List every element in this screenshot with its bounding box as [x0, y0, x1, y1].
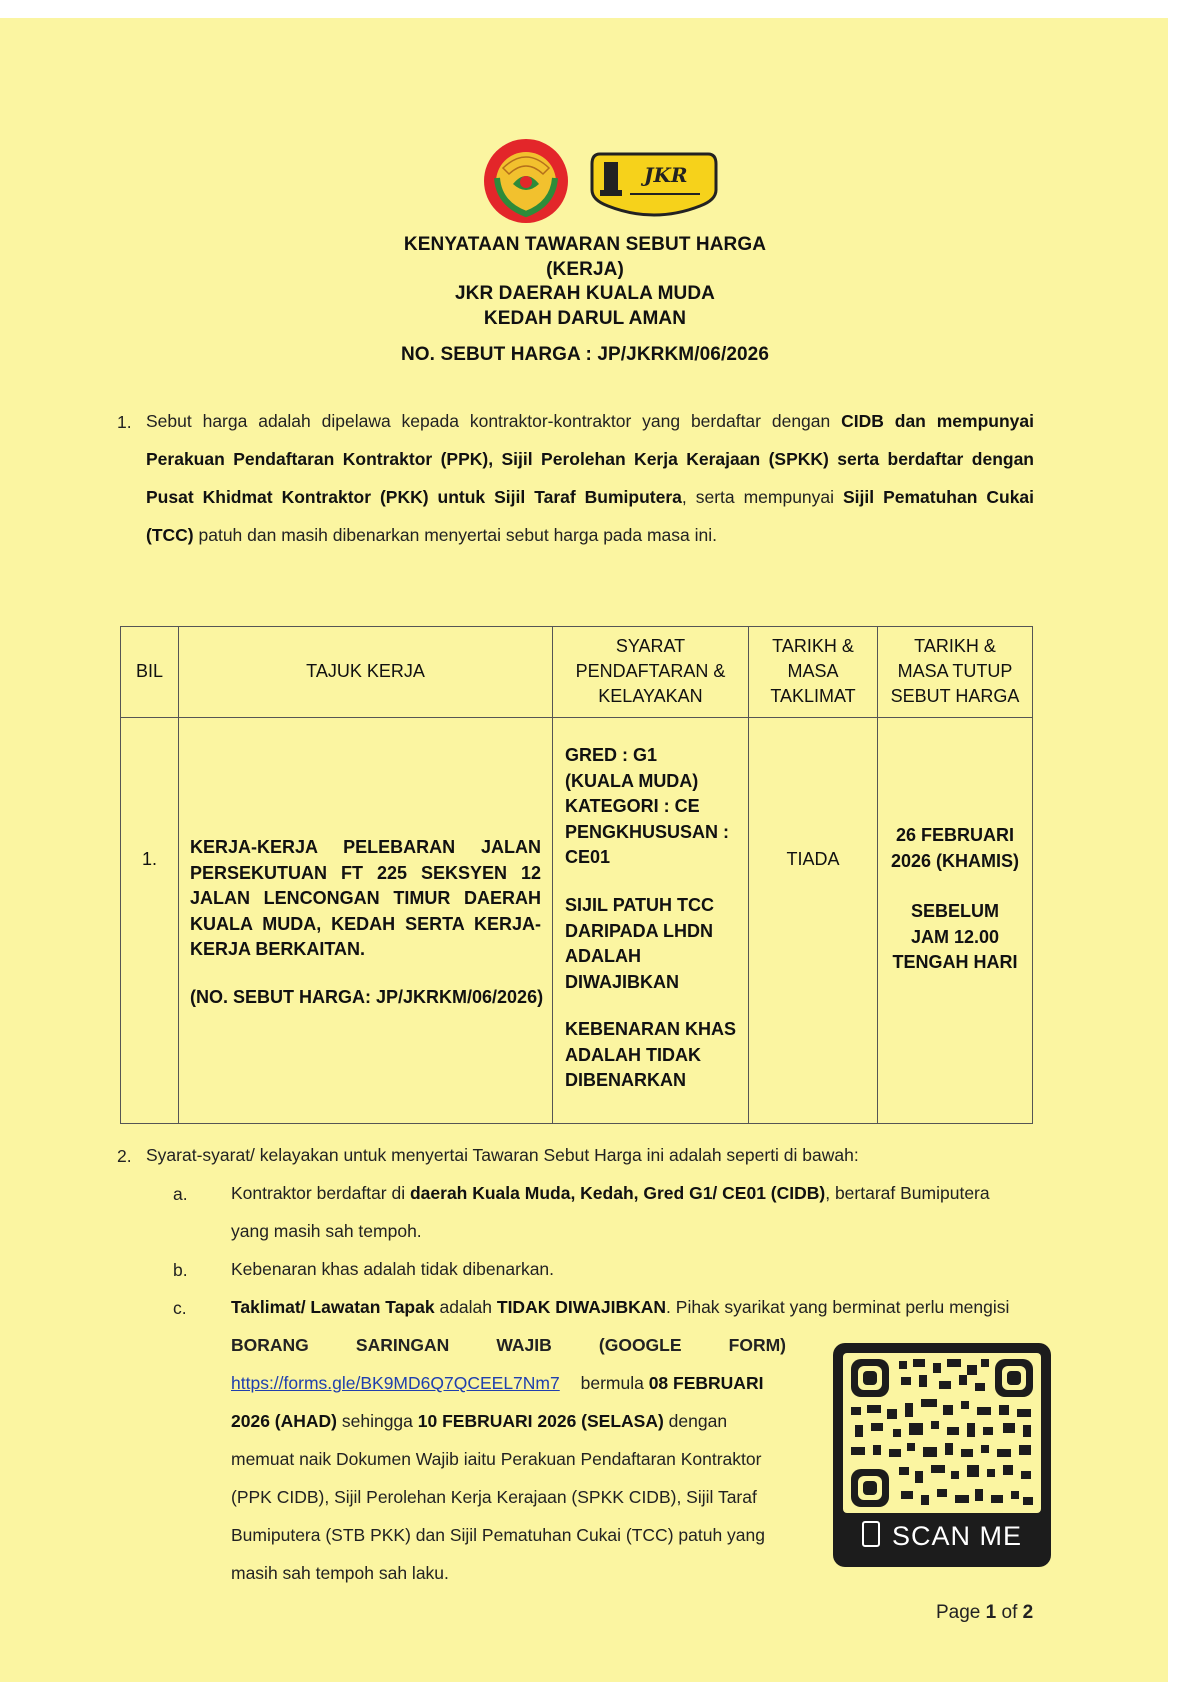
row-syarat-gred: GRED : G1 (KUALA MUDA) KATEGORI : CE PENGKHUSUSAN : CE01 — [565, 745, 730, 867]
page-indicator: Page 1 of 2 — [936, 1602, 1034, 1623]
row-syarat-tcc: SIJIL PATUH TCC DARIPADA LHDN ADALAH DIWAJIBKAN — [565, 895, 715, 992]
item-c-line4: memuat naik Dokumen Wajib iaitu Perakuan Pendaftaran Kontraktor — [231, 1449, 762, 1469]
row-tajuk-ref: (NO. SEBUT HARGA: JP/JKRKM/06/2026) — [190, 987, 544, 1007]
item-c-text: Taklimat/ Lawatan Tapak adalah TIDAK DIWAJIBKAN. Pihak syarikat yang berminat perlu mengisi — [231, 1297, 1010, 1317]
row-syarat-kebenaran: KEBENARAN KHAS ADALAH TIDAK DIBENARKAN — [565, 1019, 737, 1090]
header-taklimat: TARIKH & MASA TAKLIMAT — [770, 636, 856, 706]
quotation-number: NO. SEBUT HARGA : JP/JKRKM/06/2026 — [400, 344, 769, 365]
form-title-line: BORANG SARINGAN WAJIB (GOOGLE FORM) — [231, 1335, 786, 1355]
row-tajuk-kerja: KERJA-KERJA PELEBARAN JALAN PERSEKUTUAN FT 225 SEKSYEN 12 JALAN LENCONGAN TIMUR DAERAH KUALA MUDA, KEDAH SERTA KERJA-KERJA BERKAITAN. — [190, 837, 541, 959]
row-taklimat: TIADA — [786, 849, 840, 869]
header-bil: BIL — [135, 661, 164, 681]
row-bil: 1. — [141, 849, 157, 869]
header-state: KEDAH DARUL AMAN — [483, 308, 687, 329]
document-page — [0, 18, 1168, 1682]
tender-table — [120, 626, 1033, 1124]
header-tajuk-kerja: TAJUK KERJA — [306, 661, 425, 681]
item-c-line7: masih sah tempoh sah laku. — [231, 1563, 449, 1583]
qr-code-panel[interactable] — [833, 1343, 1051, 1567]
item-a-label: a. — [173, 1184, 188, 1204]
header-subtitle: (KERJA) — [546, 259, 624, 280]
row-tutup-date: 26 FEBRUARI 2026 (KHAMIS) — [890, 825, 1020, 871]
section-2-number: 2. — [117, 1146, 132, 1166]
header-title: KENYATAAN TAWARAN SEBUT HARGA — [403, 234, 767, 255]
section-1-paragraph: Sebut harga adalah dipelawa kepada kontraktor-kontraktor yang berdaftar dengan CIDB dan mempunyai Perakuan Pendaftaran Kontraktor (PPK), Sijil Perolehan Kerja Kerajaan (SPKK) serta berdaftar dengan Pusat Khidmat Kontraktor (PKK) untuk Sijil Taraf Bumiputera, serta mempunyai Sijil Pematuhan Cukai (TCC) patuh dan masih dibenarkan menyertai sebut harga pada masa ini. — [146, 411, 1035, 545]
phone-icon — [862, 1521, 880, 1547]
scan-me-label: SCAN ME — [833, 1521, 1051, 1552]
item-b-text: Kebenaran khas adalah tidak dibenarkan. — [231, 1259, 555, 1279]
item-a-text: Kontraktor berdaftar di daerah Kuala Muda, Kedah, Gred G1/ CE01 (CIDB), bertaraf Bumiputera yang masih sah tempoh. — [231, 1183, 990, 1241]
jkr-logo — [590, 150, 718, 220]
form-link-line: https://forms.gle/BK9MD6Q7QCEEL7Nm7 bermula 08 FEBRUARI — [231, 1373, 764, 1393]
item-b-label: b. — [173, 1260, 188, 1280]
header-tutup: TARIKH & MASA TUTUP SEBUT HARGA — [890, 636, 1020, 706]
item-c-label: c. — [173, 1298, 187, 1318]
item-c-line5: (PPK CIDB), Sijil Perolehan Kerja Kerajaan (SPKK CIDB), Sijil Taraf — [231, 1487, 757, 1507]
jkr-logo-text: JKR — [644, 163, 688, 187]
qr-code-icon — [843, 1353, 1041, 1513]
google-form-link[interactable]: https://forms.gle/BK9MD6Q7QCEEL7Nm7 — [231, 1373, 560, 1393]
header-syarat: SYARAT PENDAFTARAN & KELAYAKAN — [575, 636, 726, 706]
kedah-crest-logo — [483, 138, 569, 224]
row-tutup-time: SEBELUM JAM 12.00 TENGAH HARI — [892, 901, 1018, 972]
item-c-dates: 2026 (AHAD) sehingga 10 FEBRUARI 2026 (SELASA) dengan — [231, 1411, 728, 1431]
section-2-intro: Syarat-syarat/ kelayakan untuk menyertai Tawaran Sebut Harga ini adalah seperti di bawah: — [146, 1145, 859, 1165]
item-c-line6: Bumiputera (STB PKK) dan Sijil Pematuhan Cukai (TCC) patuh yang — [231, 1525, 765, 1545]
header-department: JKR DAERAH KUALA MUDA — [454, 283, 715, 304]
section-1-number: 1. — [117, 412, 132, 432]
